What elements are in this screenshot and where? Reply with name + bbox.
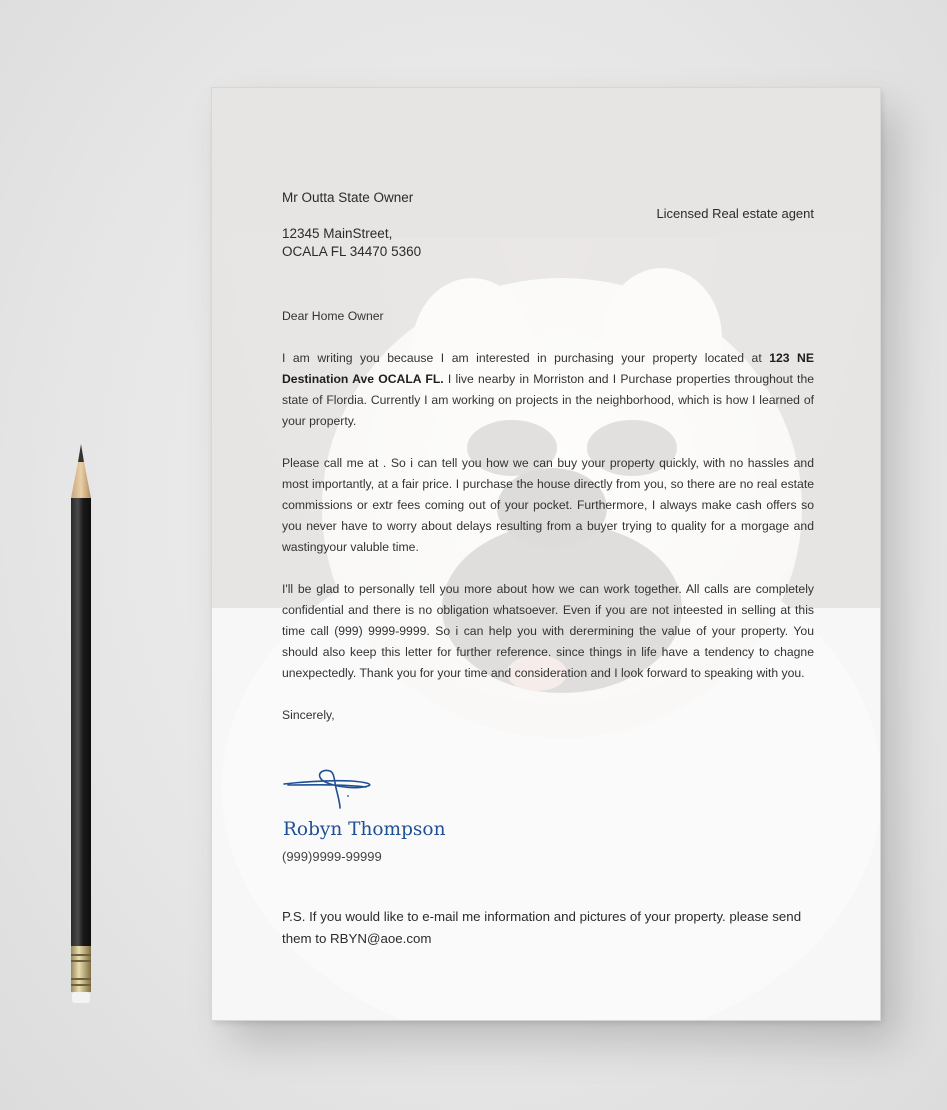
letter-body — [282, 306, 814, 747]
recipient-block — [282, 189, 421, 261]
paragraph-2: Please call me at . So i can tell you how we can buy your property quickly, with no hassles and most importantly, at a fair price. I purchase the house directly from you, so there are no real estate commissions or extr fees coming out of your pocket. Furthermore, I always make cash offers so you never have to worry about delays resulting from a buyer trying to quality for a morgage and wastingyour valuble time. — [282, 456, 814, 554]
paragraph-3: I'll be glad to personally tell you more about how we can work together. All calls are completely confidential and there is no obligation whatsoever. Even if you are not inteested in selling at this time call (999) 9999-9999. So i can help you with derermining the value of your property. You should also keep this letter for further reference. since things in life have a tendency to chagne unexpectedly. Thank you for your time and consideration and I look forward to speaking with you. — [282, 582, 814, 680]
greeting: Dear Home Owner — [282, 309, 384, 323]
letter-paper — [212, 88, 880, 1020]
sender-title: Licensed Real estate agent — [656, 206, 814, 221]
address-line-1: 12345 MainStreet, — [282, 226, 393, 241]
signer-phone: (999)9999-99999 — [282, 849, 382, 864]
address-line-2: OCALA FL 34470 5360 — [282, 244, 422, 259]
pencil-icon — [68, 440, 94, 1006]
signer-name: Robyn Thompson — [283, 819, 446, 840]
paragraph-1: I am writing you because I am interested in purchasing your property located at 123 NE Destination Ave OCALA FL. I live nearby in Morriston and I Purchase properties throughout the state of Flordia. Currently I am working on projects in the neighborhood, which is how I learned of your property. — [282, 351, 814, 428]
handwritten-signature — [282, 768, 382, 818]
closing: Sincerely, — [282, 708, 335, 722]
postscript: P.S. If you would like to e-mail me information and pictures of your property. please send them to RBYN@aoe.com — [282, 909, 802, 946]
recipient-name: Mr Outta State Owner — [282, 190, 414, 205]
property-address: 123 NE Destination Ave OCALA FL. — [282, 351, 814, 386]
